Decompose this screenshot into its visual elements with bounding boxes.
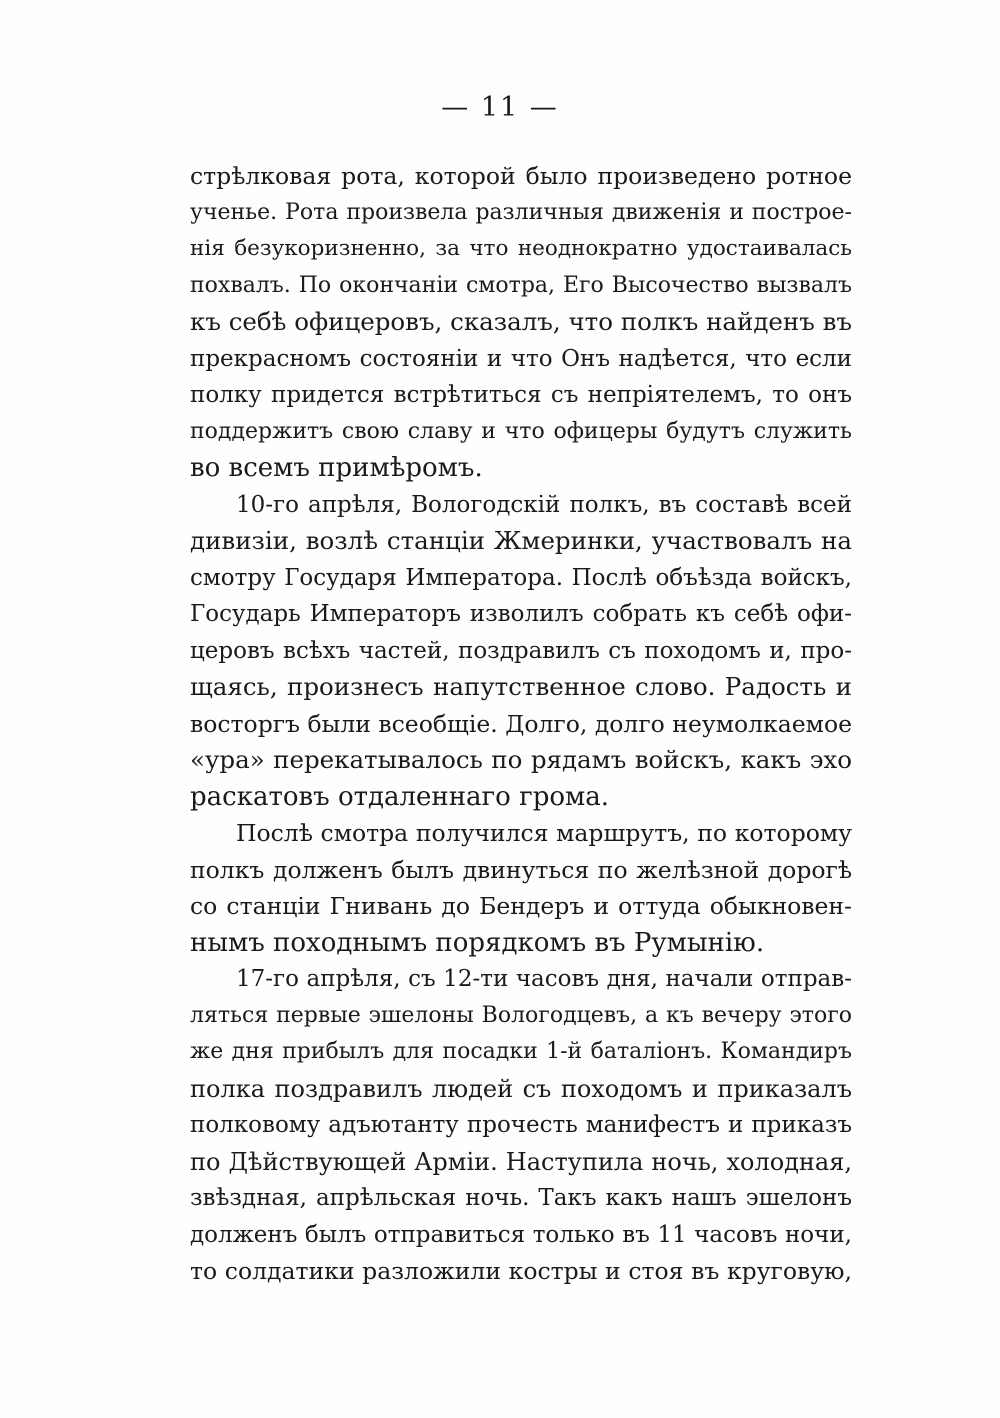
text-line: полку придется встрѣтиться съ непріятелемъ, то онъ xyxy=(190,382,852,408)
text-line: нія безукоризненно, за что неоднократно удостаивалась xyxy=(190,236,852,261)
text-line: то солдатики разложили костры и стоя въ круговую, xyxy=(190,1257,852,1285)
text-line: дивизіи, возлѣ станціи Жмеринки, участвовалъ на xyxy=(190,526,852,555)
text-line: полкъ долженъ былъ двинуться по желѣзной дорогѣ xyxy=(190,855,852,884)
text-line: поддержитъ свою славу и что офицеры будутъ служить xyxy=(190,418,852,444)
text-line: щаясь, произнесъ напутственное слово. Радость и xyxy=(190,672,852,701)
text-line: Послѣ смотра получился маршрутъ, по которому xyxy=(236,819,852,847)
text-line: восторгъ были всеобщіе. Долго, долго неумолкаемое xyxy=(190,709,852,738)
text-line: 17-го апрѣля, съ 12-ти часовъ дня, начали отправ- xyxy=(236,966,852,992)
text-line: стрѣлковая рота, которой было произведено ротное xyxy=(190,162,852,190)
text-line: къ себѣ офицеровъ, сказалъ, что полкъ найденъ въ xyxy=(190,307,853,336)
body-text xyxy=(190,158,852,1290)
text-line: ученье. Рота произвела различныя движенія и построе- xyxy=(190,199,852,225)
text-line: Государь Императоръ изволилъ собрать къ себѣ офи- xyxy=(190,601,852,627)
text-line: полка поздравилъ людей съ походомъ и приказалъ xyxy=(190,1074,852,1103)
text-line: во всемъ примѣромъ. xyxy=(190,453,483,483)
text-line: 10-го апрѣля, Вологодскій полкъ, въ составѣ всей xyxy=(236,491,852,518)
text-line: раскатовъ отдаленнаго грома. xyxy=(190,781,609,812)
paragraph xyxy=(190,961,852,1290)
paragraph xyxy=(190,815,852,961)
text-line: же дня прибылъ для посадки 1-й баталіонъ. Командиръ xyxy=(190,1039,852,1064)
text-line: полковому адъютанту прочесть манифестъ и приказъ xyxy=(190,1112,852,1138)
text-line: по Дѣйствующей Арміи. Наступила ночь, холодная, xyxy=(190,1147,852,1176)
paragraph xyxy=(190,487,852,816)
text-line: ляться первые эшелоны Вологодцевъ, а къ вечеру этого xyxy=(190,1002,852,1028)
text-line: долженъ былъ отправиться только въ 11 часовъ ночи, xyxy=(190,1221,852,1248)
text-line: со станціи Гнивань до Бендеръ и оттуда обыкновен- xyxy=(190,892,852,920)
paragraph xyxy=(190,158,852,487)
text-line: смотру Государя Императора. Послѣ объѣзда войскъ, xyxy=(190,564,852,591)
text-line: похвалъ. По окончаніи смотра, Его Высочество вызвалъ xyxy=(190,272,852,298)
text-line: звѣздная, апрѣльская ночь. Такъ какъ нашъ эшелонъ xyxy=(190,1185,852,1211)
text-line: церовъ всѣхъ частей, поздравилъ съ походомъ и, про- xyxy=(190,637,852,664)
page-number: — 11 — xyxy=(441,92,559,123)
text-line: прекрасномъ состояніи и что Онъ надѣется, что если xyxy=(190,345,852,372)
text-line: «ура» перекатывалось по рядамъ войскъ, какъ эхо xyxy=(190,745,852,774)
text-line: нымъ походнымъ порядкомъ въ Румынію. xyxy=(190,927,765,958)
